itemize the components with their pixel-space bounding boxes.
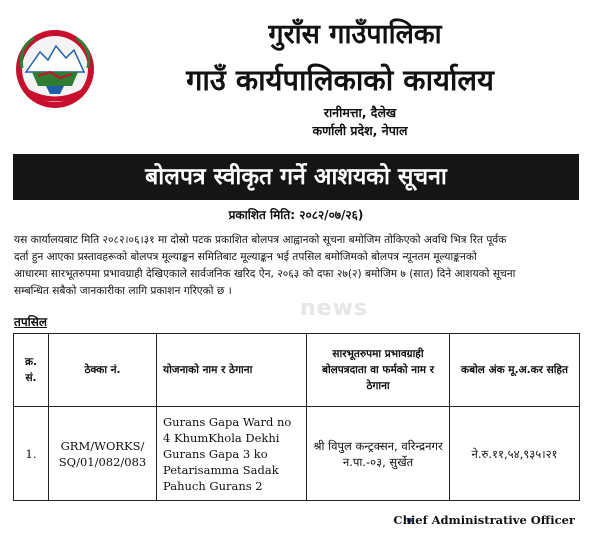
cell-sn: 1. <box>14 407 49 501</box>
project-line-2: 4 KhumKhola Dekhi <box>163 430 280 445</box>
cell-contract-no <box>49 407 157 501</box>
table-title: तपसिल <box>14 315 48 329</box>
bidder-line-1: श्री विपुल कन्ट्रक्सन, वरिन्द्रनगर <box>313 438 443 453</box>
header-bidder: सारभूतरुपमा प्रभावग्राही बोलपत्रदाता वा फर्मको नाम र ठेगाना <box>307 334 450 407</box>
watermark: news <box>300 296 369 321</box>
bid-table <box>13 333 580 501</box>
body-line-1: यस कार्यालयबाट मिति २०८२।०६।३१ मा दोस्रो पटक प्रकाशित बोलपत्र आह्वानको सूचना बमोजिम तोकिएको अवधि भित्र रित पूर्वक <box>14 234 507 246</box>
body-line-4: सम्बन्धित सबैको जानकारीका लागि प्रकाशन गरिएको छ । <box>14 285 232 297</box>
body-line-2: दर्ता हुन आएका प्रस्तावहरूको बोलपत्र मूल्याङ्कन समितिबाट मूल्याङ्कन भई तपसिल बमोजिमको बोलपत्र न्यूनतम मूल्याङ्कनको <box>14 251 477 263</box>
cell-amount: ने.रु.११,५४,९३५।२१ <box>450 407 580 501</box>
address-line-2: कर्णाली प्रदेश, नेपाल <box>312 123 408 138</box>
contract-no-line-2: SQ/01/082/083 <box>58 454 147 469</box>
notice-title-banner: बोलपत्र स्वीकृत गर्ने आशयको सूचना <box>13 154 579 200</box>
cell-bidder <box>307 407 450 501</box>
project-line-3: Gurans Gapa 3 ko <box>163 446 268 461</box>
nepal-emblem-icon <box>14 28 96 110</box>
cell-project <box>157 407 307 501</box>
table-header-row <box>14 334 580 407</box>
municipality-name: गुराँस गाउँपालिका <box>268 19 442 50</box>
header-contract-no: ठेक्का नं. <box>49 334 157 407</box>
table-row <box>14 407 580 501</box>
office-name: गाउँ कार्यपालिकाको कार्यालय <box>186 63 494 97</box>
header-sn: क्र. सं. <box>14 334 49 407</box>
header-project: योजनाको नाम र ठेगाना <box>157 334 307 407</box>
address-line-1: रानीमत्ता, दैलेख <box>323 105 397 120</box>
header-amount: कबोल अंक मू.अ.कर सहित <box>450 334 580 407</box>
body-line-3: आधारमा सारभूतरुपमा प्रभावग्राही देखिएकाले सार्वजनिक खरिद ऐन, २०६३ को दफा २७(२) बमोजिम ७ (सात) दिने आशयको सूचना <box>14 268 516 280</box>
bidder-line-2: न.पा.-०३, सुर्खेत <box>342 454 414 469</box>
notice-body <box>14 232 580 300</box>
contract-no-line-1: GRM/WORKS/ <box>60 438 145 453</box>
project-line-4: Petarisamma Sadak <box>163 462 279 477</box>
project-line-5: Pahuch Gurans 2 <box>163 478 263 493</box>
signature-title: Chief Administrative Officer <box>393 513 575 527</box>
published-date: प्रकाशित मिति: २०८२/०७/२६) <box>228 208 364 222</box>
project-line-1: Gurans Gapa Ward no <box>163 414 292 429</box>
